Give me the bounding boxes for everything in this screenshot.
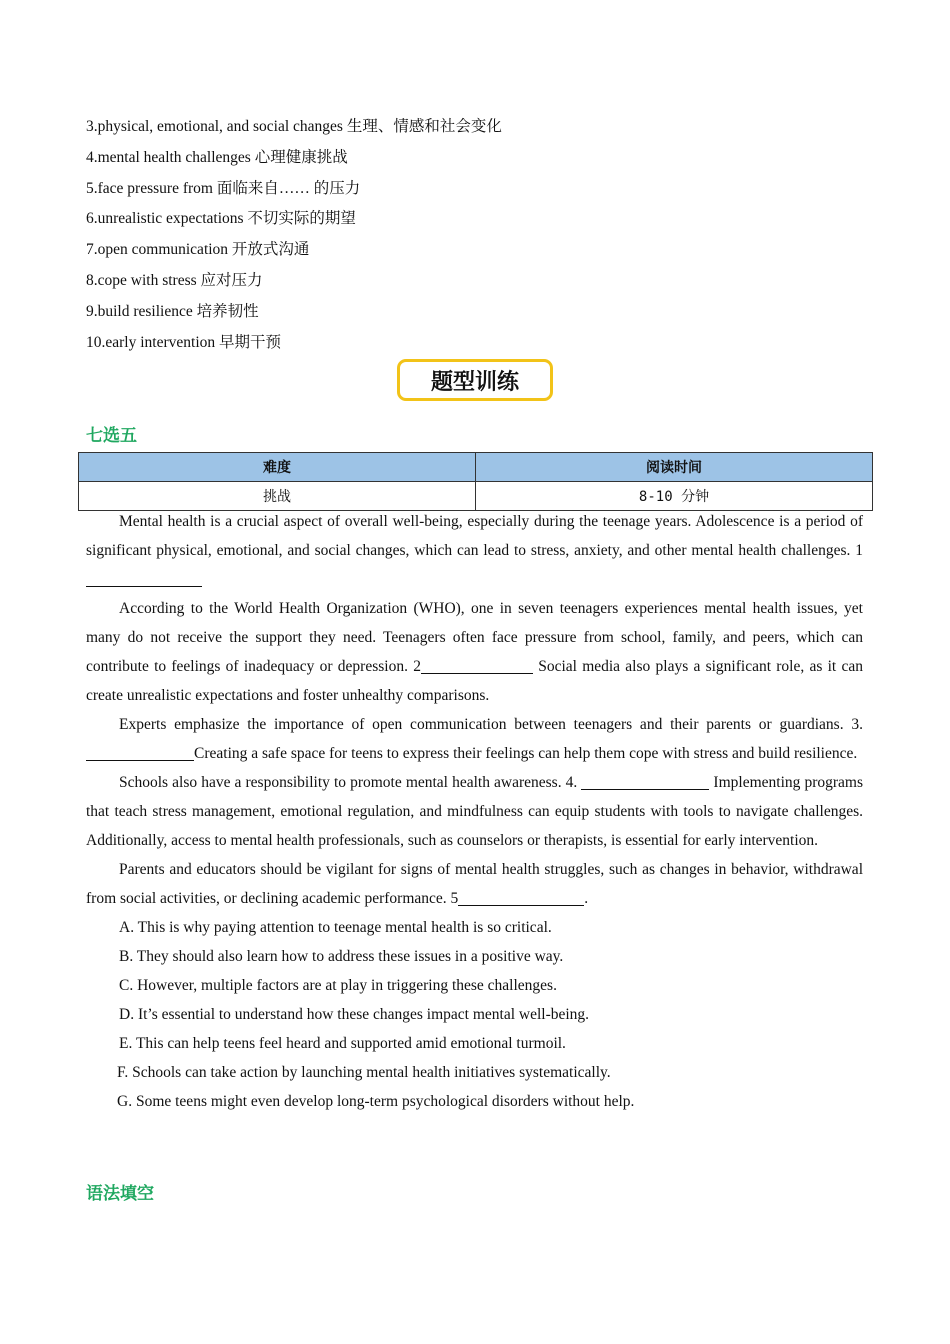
paragraph-text: According to the World Health Organization (WHO), one in seven teenagers experiences mental health issues, yet many do not receive the support they need. Teenagers often face pressure from school, family, and peers, which can contribute to feelings of inadequacy or depression. 2 [86,600,863,675]
paragraph-text: Schools also have a responsibility to promote mental health awareness. 4. [119,774,582,791]
reading-time-value: 8-10 分钟 [476,482,873,511]
paragraph-4 [86,768,863,855]
vocab-item: 10.early intervention 早期干预 [86,333,281,351]
option-c: C. However, multiple factors are at play in triggering these challenges. [119,977,557,994]
vocab-item: 6.unrealistic expectations 不切实际的期望 [86,210,356,228]
answer-blank-4[interactable] [581,774,709,791]
paragraph-5 [86,855,863,913]
option-a: A. This is why paying attention to teenage mental health is so critical. [119,919,552,936]
paragraph-1 [86,507,863,594]
paragraph-text: . [584,890,589,907]
reading-time-header: 阅读时间 [476,453,873,482]
vocab-item: 7.open communication 开放式沟通 [86,241,310,259]
paragraph-2 [86,594,863,710]
paragraph-text: Parents and educators should be vigilant for signs of mental health struggles, such as changes in behavior, withdrawal from social activities, or declining academic performance. 5 [86,861,863,907]
reading-passage [86,507,863,1116]
option-e: E. This can help teens feel heard and supported amid emotional turmoil. [119,1035,566,1052]
option-b: B. They should also learn how to address these issues in a positive way. [119,948,564,965]
vocab-item: 9.build resilience 培养韧性 [86,302,259,320]
paragraph-text: Implementing programs that teach stress management, emotional regulation, and mindfulness can equip students with tools to navigate challenges. Additionally, access to mental health professionals, such as counselors or therapists, is essential for early intervention. [86,774,864,849]
option-f: F. Schools can take action by launching mental health initiatives systematically. [117,1064,611,1081]
paragraph-text: Mental health is a crucial aspect of overall well-being, especially during the teenage years. Adolescence is a period of significant physical, emotional, and social changes, which can lead to stress, anxiety, and other mental health challenges. 1 [86,513,863,559]
answer-blank-5[interactable] [458,890,584,907]
section-title-box [397,359,553,401]
answer-blank-3[interactable] [86,745,194,762]
paragraph-3 [86,710,863,768]
vocab-item: 3.physical, emotional, and social changes 生理、情感和社会变化 [86,118,502,135]
answer-options [86,913,863,1116]
table-header-row [79,453,873,482]
paragraph-text: Experts emphasize the importance of open communication between teenagers and their parents or guardians. 3. [119,716,863,733]
vocab-item: 8.cope with stress 应对压力 [86,271,263,289]
option-g: G. Some teens might even develop long-term psychological disorders without help. [117,1093,635,1110]
grammar-fill-heading: 语法填空 [86,1184,154,1204]
vocabulary-list [86,112,866,358]
vocab-item: 5.face pressure from 面临来自…… 的压力 [86,179,361,197]
difficulty-value: 挑战 [79,482,476,511]
vocab-item: 4.mental health challenges 心理健康挑战 [86,148,348,166]
section-title: 题型训练 [430,369,519,395]
difficulty-header: 难度 [79,453,476,482]
answer-blank-1[interactable] [86,571,202,588]
seven-choose-five-heading: 七选五 [86,426,137,446]
paragraph-text: Creating a safe space for teens to express their feelings can help them cope with stress and build resilience. [194,745,858,762]
paragraph-text: Social media also plays a significant role, as it can create unrealistic expectations and foster unhealthy comparisons. [86,658,863,704]
answer-blank-2[interactable] [421,658,533,675]
option-d: D. It’s essential to understand how these changes impact mental well-being. [119,1006,590,1023]
info-table [78,452,873,511]
